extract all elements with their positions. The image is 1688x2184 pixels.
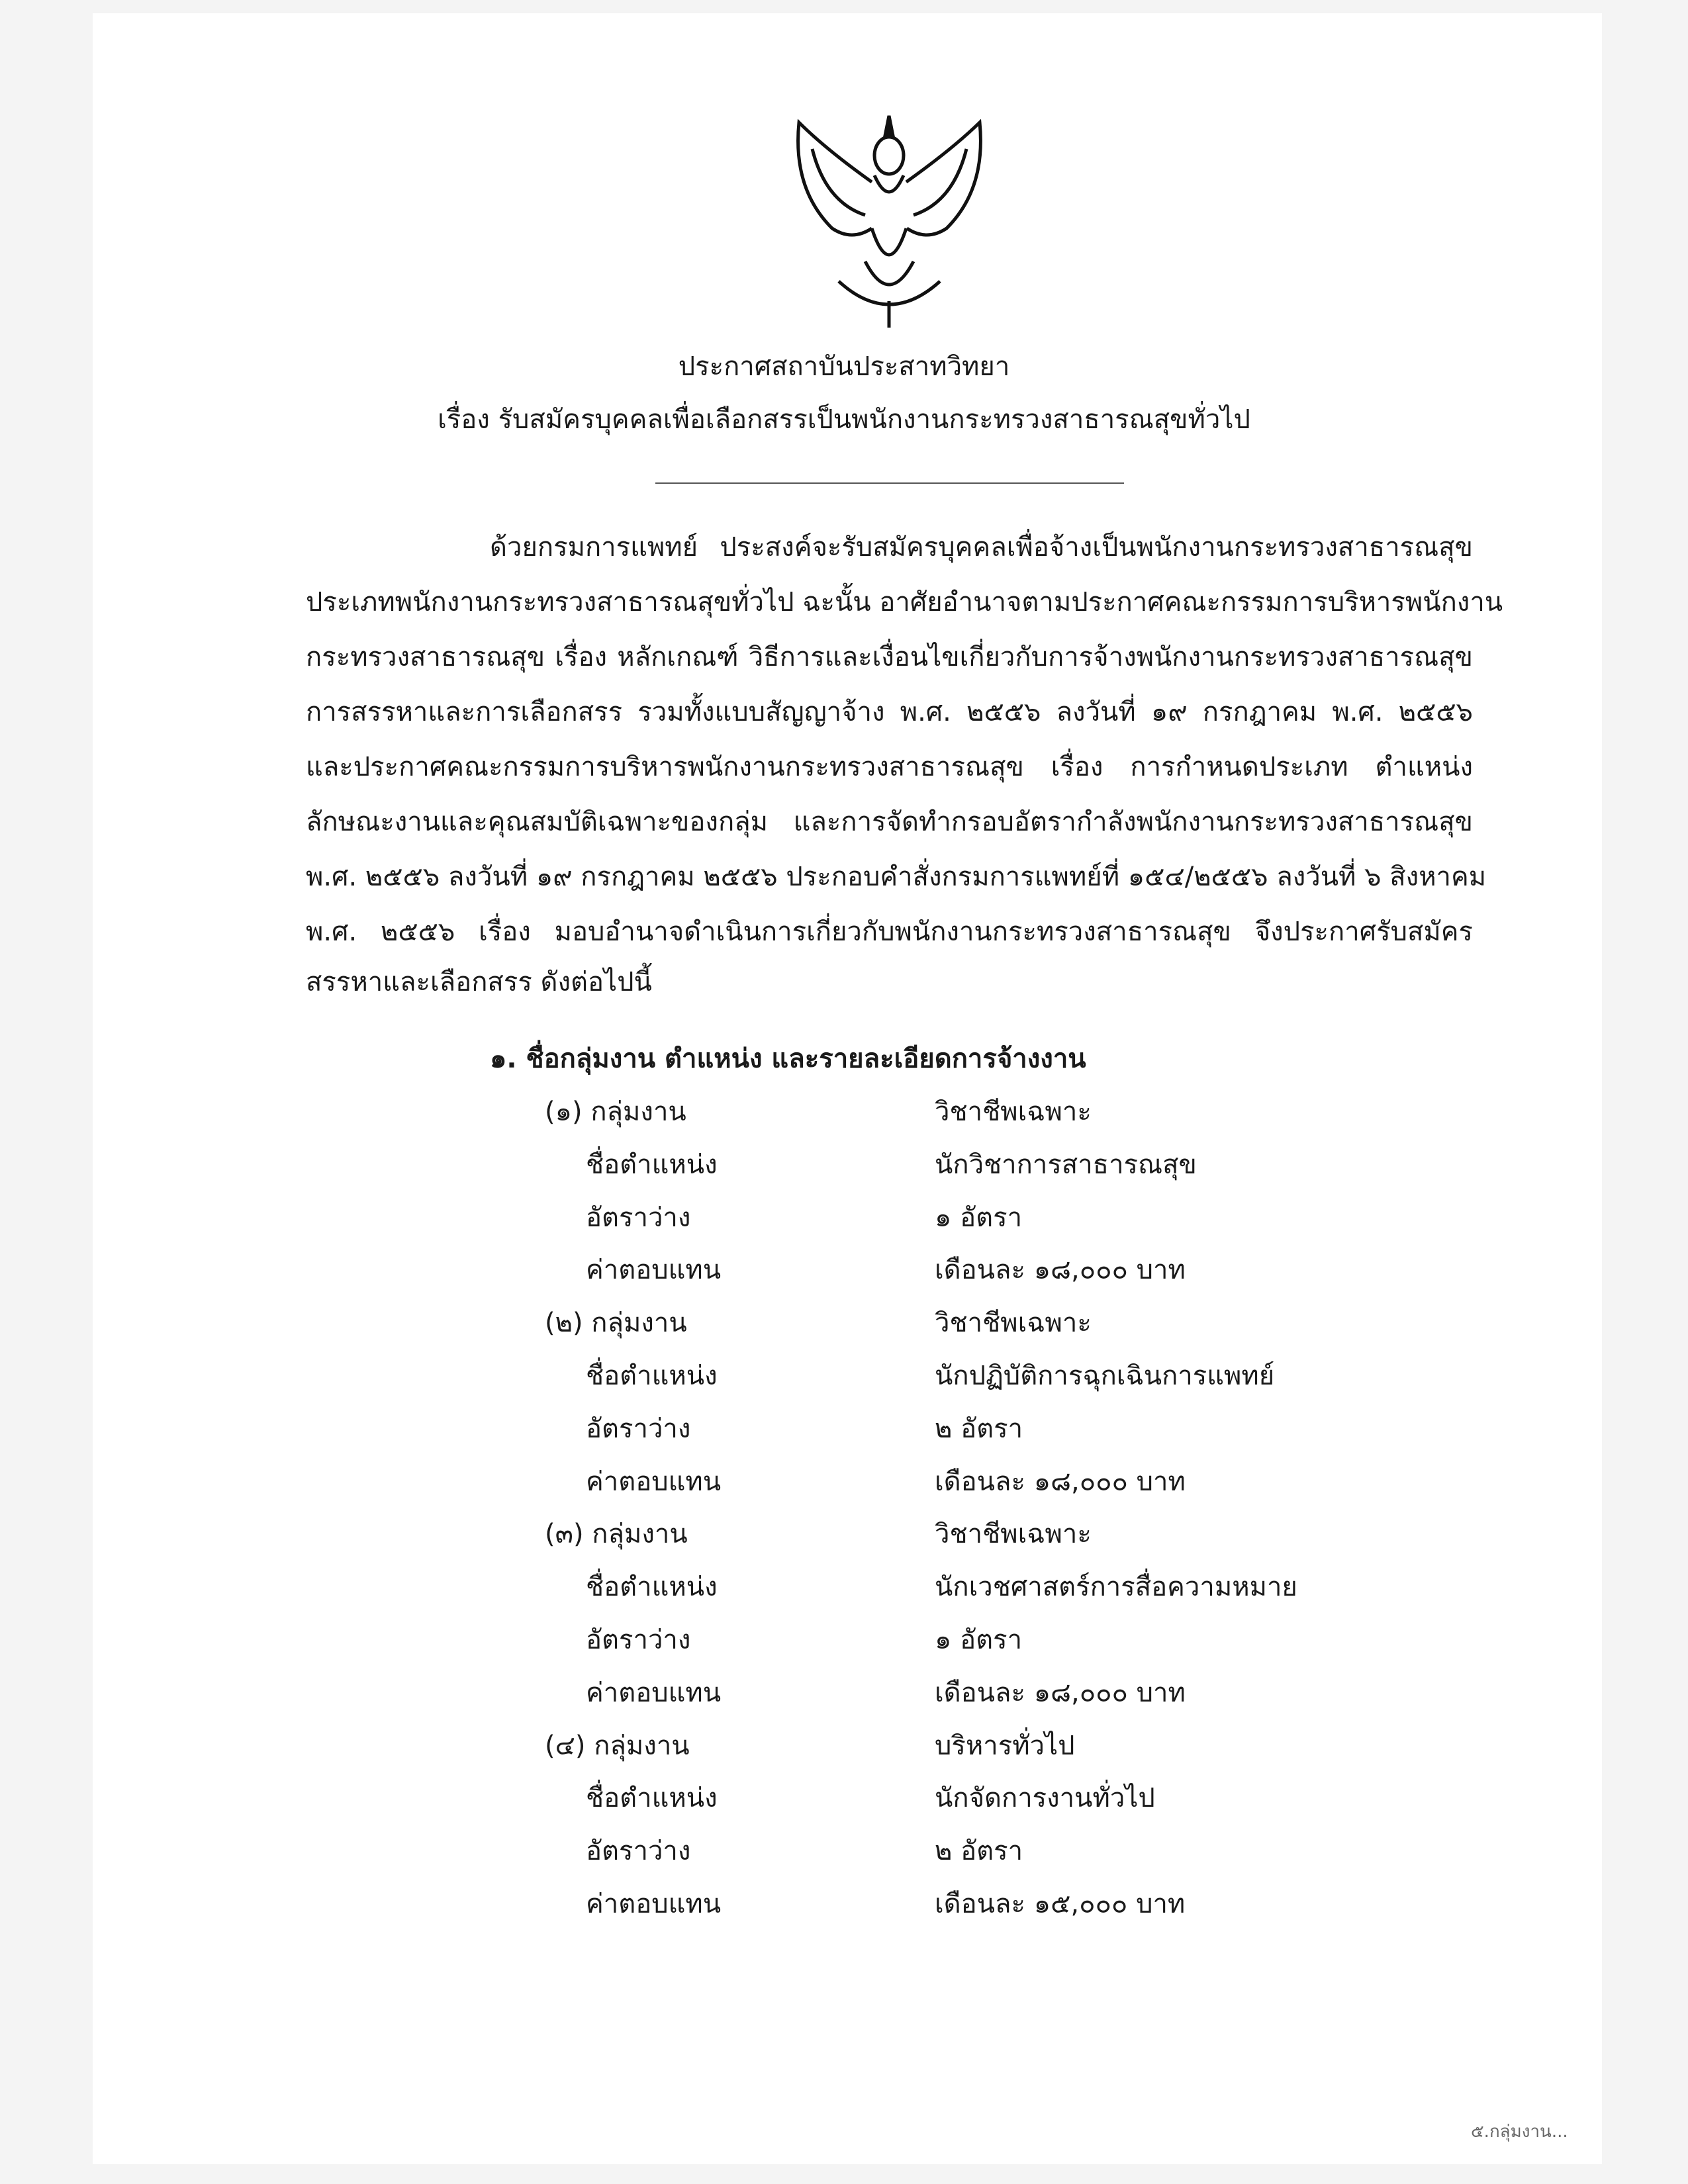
garuda-emblem [786, 109, 993, 331]
position-group-label: (๔) กลุ่มงาน [545, 1731, 690, 1761]
section-heading: ๑. ชื่อกลุ่มงาน ตำแหน่ง และรายละเอียดการจ้างงาน [490, 1044, 1086, 1074]
document-page [93, 13, 1602, 2164]
position-title: นักจัดการงานทั่วไป [935, 1783, 1155, 1813]
body-line: และประกาศคณะกรรมการบริหารพนักงานกระทรวงสาธารณสุข เรื่อง การกำหนดประเภท ตำแหน่ง [306, 752, 1473, 782]
position-title: นักปฏิบัติการฉุกเฉินการแพทย์ [935, 1361, 1275, 1391]
position-pay: เดือนละ ๑๕,๐๐๐ บาท [935, 1889, 1186, 1919]
body-line: พ.ศ. ๒๕๕๖ เรื่อง มอบอำนาจดำเนินการเกี่ยวกับพนักงานกระทรวงสาธารณสุข จึงประกาศรับสมัคร [306, 917, 1473, 947]
position-pay-label: ค่าตอบแทน [586, 1467, 722, 1497]
continuation-note: ๕.กลุ่มงาน... [1471, 2122, 1568, 2142]
body-line: ลักษณะงานและคุณสมบัติเฉพาะของกลุ่ม และการจัดทำกรอบอัตรากำลังพนักงานกระทรวงสาธารณสุข [306, 807, 1473, 837]
body-line: พ.ศ. ๒๕๕๖ ลงวันที่ ๑๙ กรกฎาคม ๒๕๕๖ ประกอบคำสั่งกรมการแพทย์ที่ ๑๕๔/๒๕๕๖ ลงวันที่ ๖ สิงหาคม [306, 862, 1487, 892]
position-group-label: (๒) กลุ่มงาน [545, 1308, 687, 1338]
body-line: สรรหาและเลือกสรร ดังต่อไปนี้ [306, 967, 652, 997]
body-line: ด้วยกรมการแพทย์ ประสงค์จะรับสมัครบุคคลเพื่อจ้างเป็นพนักงานกระทรวงสาธารณสุข [490, 532, 1473, 563]
position-title: นักเวชศาสตร์การสื่อความหมาย [935, 1572, 1297, 1602]
position-vacancy-label: อัตราว่าง [586, 1625, 691, 1655]
position-group-label: (๑) กลุ่มงาน [545, 1097, 686, 1127]
position-title-label: ชื่อตำแหน่ง [586, 1361, 718, 1391]
position-vacancy-label: อัตราว่าง [586, 1203, 691, 1233]
position-group: วิชาชีพเฉพาะ [935, 1519, 1092, 1549]
position-vacancy: ๑ อัตรา [935, 1203, 1023, 1233]
position-title-label: ชื่อตำแหน่ง [586, 1783, 718, 1813]
body-line: กระทรวงสาธารณสุข เรื่อง หลักเกณฑ์ วิธีการและเงื่อนไขเกี่ยวกับการจ้างพนักงานกระทรวงสาธารณสุข [306, 642, 1473, 672]
body-line: ประเภทพนักงานกระทรวงสาธารณสุขทั่วไป ฉะนั้น อาศัยอำนาจตามประกาศคณะกรรมการบริหารพนักงาน [306, 587, 1503, 617]
position-group: บริหารทั่วไป [935, 1731, 1075, 1761]
position-pay-label: ค่าตอบแทน [586, 1889, 722, 1919]
position-group: วิชาชีพเฉพาะ [935, 1308, 1092, 1338]
position-group-label: (๓) กลุ่มงาน [545, 1519, 688, 1549]
body-line: การสรรหาและการเลือกสรร รวมทั้งแบบสัญญาจ้าง พ.ศ. ๒๕๕๖ ลงวันที่ ๑๙ กรกฎาคม พ.ศ. ๒๕๕๖ [306, 697, 1473, 727]
position-pay: เดือนละ ๑๘,๐๐๐ บาท [935, 1467, 1186, 1497]
document-subject: เรื่อง รับสมัครบุคคลเพื่อเลือกสรรเป็นพนักงานกระทรวงสาธารณสุขทั่วไป [438, 404, 1250, 435]
position-title-label: ชื่อตำแหน่ง [586, 1150, 718, 1180]
position-title-label: ชื่อตำแหน่ง [586, 1572, 718, 1602]
position-title: นักวิชาการสาธารณสุข [935, 1150, 1197, 1180]
position-vacancy-label: อัตราว่าง [586, 1414, 691, 1444]
position-vacancy: ๑ อัตรา [935, 1625, 1023, 1655]
position-pay: เดือนละ ๑๘,๐๐๐ บาท [935, 1255, 1186, 1285]
position-pay-label: ค่าตอบแทน [586, 1678, 722, 1708]
document-title: ประกาศสถาบันประสาทวิทยา [678, 351, 1010, 382]
position-vacancy: ๒ อัตรา [935, 1836, 1023, 1866]
position-vacancy-label: อัตราว่าง [586, 1836, 691, 1866]
divider-line [655, 482, 1124, 484]
position-pay-label: ค่าตอบแทน [586, 1255, 722, 1285]
position-group: วิชาชีพเฉพาะ [935, 1097, 1092, 1127]
position-pay: เดือนละ ๑๘,๐๐๐ บาท [935, 1678, 1186, 1708]
position-vacancy: ๒ อัตรา [935, 1414, 1023, 1444]
